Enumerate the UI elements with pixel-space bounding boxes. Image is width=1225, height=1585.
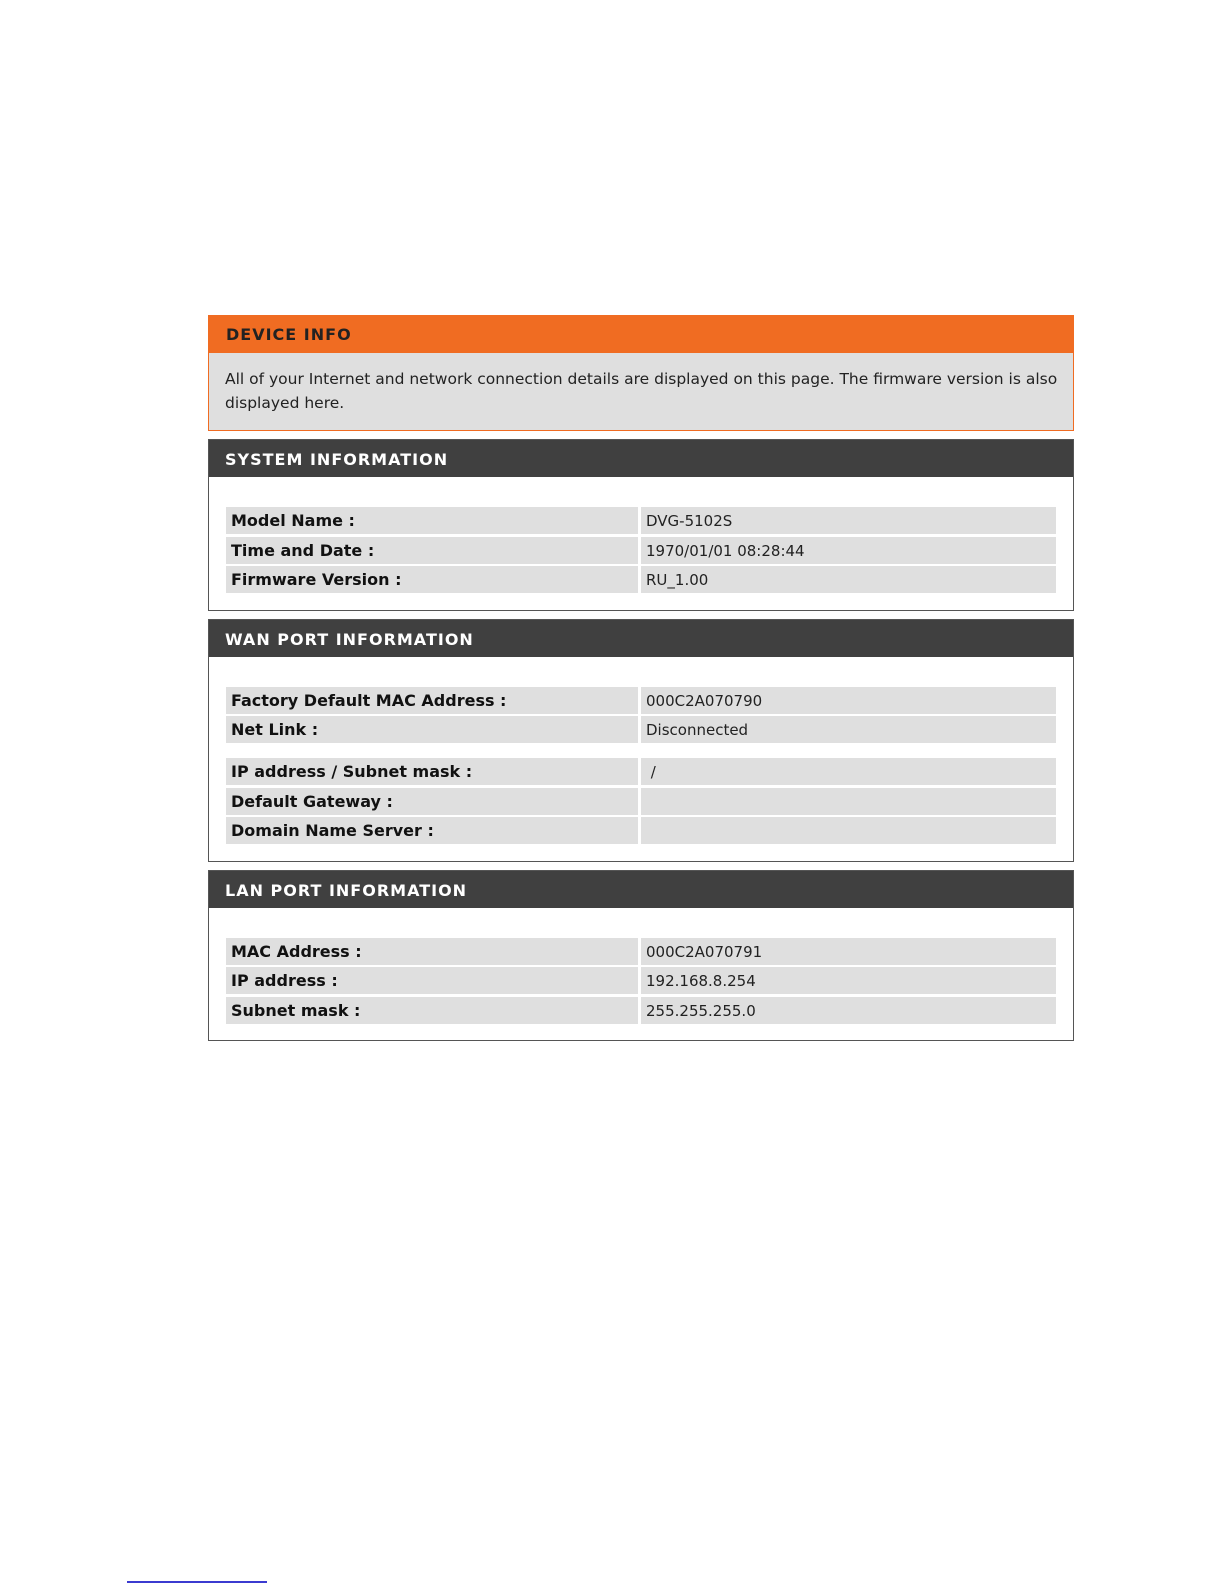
- device-info-description: All of your Internet and network connection details are displayed on this page. The firmware version is also displayed here.: [225, 370, 1058, 412]
- lan-port-information-section: [208, 870, 1074, 1042]
- factory-mac-label: Factory Default MAC Address :: [226, 687, 638, 714]
- table-row: [226, 817, 1056, 844]
- table-row: [226, 788, 1056, 815]
- lan-ip-label: IP address :: [226, 967, 638, 994]
- net-link-label: Net Link :: [226, 716, 638, 743]
- lan-mac-value: 000C2A070791: [641, 938, 1056, 965]
- table-row: [226, 967, 1056, 994]
- footer-link-underline[interactable]: [127, 1581, 267, 1583]
- domain-name-server-value: [641, 817, 1056, 844]
- table-row: [226, 566, 1056, 593]
- device-info-panel: [208, 315, 1074, 431]
- wan-port-information-section: [208, 619, 1074, 862]
- lan-port-information-title: LAN PORT INFORMATION: [209, 871, 1073, 908]
- table-row: [226, 687, 1056, 714]
- wan-port-information-title: WAN PORT INFORMATION: [209, 620, 1073, 657]
- model-name-label: Model Name :: [226, 507, 638, 534]
- table-row: [226, 537, 1056, 564]
- table-row: [226, 758, 1056, 785]
- device-info-title: DEVICE INFO: [209, 316, 1073, 353]
- factory-mac-value: 000C2A070790: [641, 687, 1056, 714]
- wan-ip-subnet-value: /: [641, 758, 1056, 785]
- lan-subnet-label: Subnet mask :: [226, 997, 638, 1024]
- net-link-value: Disconnected: [641, 716, 1056, 743]
- system-information-title: SYSTEM INFORMATION: [209, 440, 1073, 477]
- default-gateway-label: Default Gateway :: [226, 788, 638, 815]
- default-gateway-value: [641, 788, 1056, 815]
- device-info-page: [208, 315, 1074, 1041]
- table-row: [226, 716, 1056, 743]
- time-and-date-value: 1970/01/01 08:28:44: [641, 537, 1056, 564]
- table-row: [226, 938, 1056, 965]
- domain-name-server-label: Domain Name Server :: [226, 817, 638, 844]
- model-name-value: DVG-5102S: [641, 507, 1056, 534]
- lan-mac-label: MAC Address :: [226, 938, 638, 965]
- firmware-version-value: RU_1.00: [641, 566, 1056, 593]
- system-information-section: [208, 439, 1074, 611]
- wan-ip-subnet-label: IP address / Subnet mask :: [226, 758, 638, 785]
- firmware-version-label: Firmware Version :: [226, 566, 638, 593]
- lan-ip-value: 192.168.8.254: [641, 967, 1056, 994]
- time-and-date-label: Time and Date :: [226, 537, 638, 564]
- table-row: [226, 997, 1056, 1024]
- table-row: [226, 507, 1056, 534]
- lan-subnet-value: 255.255.255.0: [641, 997, 1056, 1024]
